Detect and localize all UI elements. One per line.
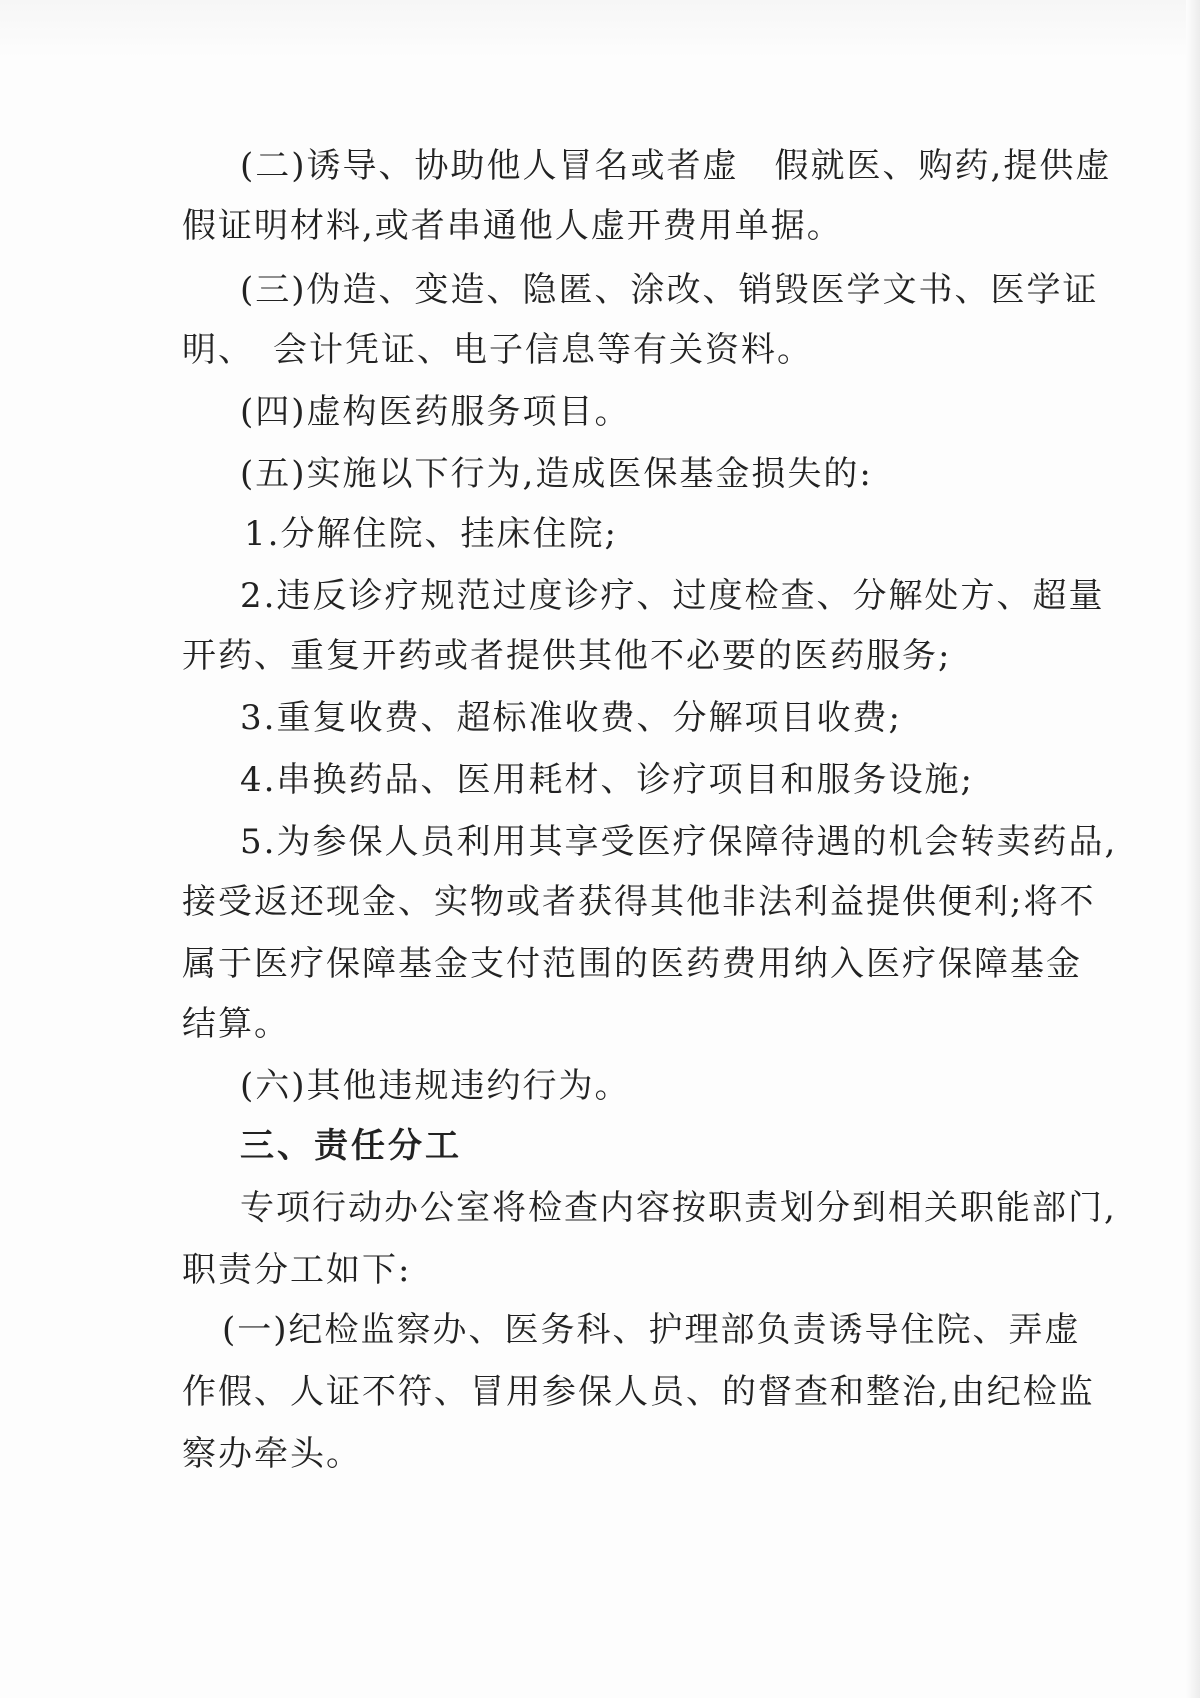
paragraph-line: 开药、重复开药或者提供其他不必要的医药服务;: [182, 636, 952, 676]
paragraph-line: (五)实施以下行为,造成医保基金损失的:: [240, 454, 873, 494]
scan-right-edge: [1186, 0, 1200, 1698]
paragraph-line: (六)其他违规违约行为。: [240, 1066, 631, 1106]
paragraph-line: 4.串换药品、医用耗材、诊疗项目和服务设施;: [240, 760, 974, 800]
paragraph-line: (一)纪检监察办、医务科、护理部负责诱导住院、弄虚: [222, 1310, 1081, 1350]
paragraph-line: 明、 会计凭证、电子信息等有关资料。: [182, 330, 813, 370]
paragraph-line: (三)伪造、变造、隐匿、涂改、销毁医学文书、医学证: [240, 270, 1099, 310]
scan-top-edge: [0, 0, 1200, 58]
paragraph-line: 结算。: [182, 1004, 290, 1044]
paragraph-line: 察办牵头。: [182, 1434, 362, 1474]
paragraph-line: 1.分解住院、挂床住院;: [244, 514, 618, 554]
paragraph-line: (四)虚构医药服务项目。: [240, 392, 631, 432]
paragraph-line: 2.违反诊疗规范过度诊疗、过度检查、分解处方、超量: [240, 576, 1105, 616]
section-heading: 三、责任分工: [240, 1126, 462, 1166]
paragraph-line: 属于医疗保障基金支付范围的医药费用纳入医疗保障基金: [182, 944, 1082, 984]
paragraph-line: 5.为参保人员利用其享受医疗保障待遇的机会转卖药品,: [240, 822, 1118, 862]
paragraph-line: 接受返还现金、实物或者获得其他非法利益提供便利;将不: [182, 882, 1096, 922]
paragraph-line: (二)诱导、协助他人冒名或者虚 假就医、购药,提供虚: [240, 146, 1112, 186]
paragraph-line: 职责分工如下:: [182, 1250, 412, 1290]
paragraph-line: 3.重复收费、超标准收费、分解项目收费;: [240, 698, 902, 738]
paragraph-line: 假证明材料,或者串通他人虚开费用单据。: [182, 206, 843, 246]
paragraph-line: 专项行动办公室将检查内容按职责划分到相关职能部门,: [240, 1188, 1117, 1228]
paragraph-line: 作假、人证不符、冒用参保人员、的督查和整治,由纪检监: [182, 1372, 1095, 1412]
